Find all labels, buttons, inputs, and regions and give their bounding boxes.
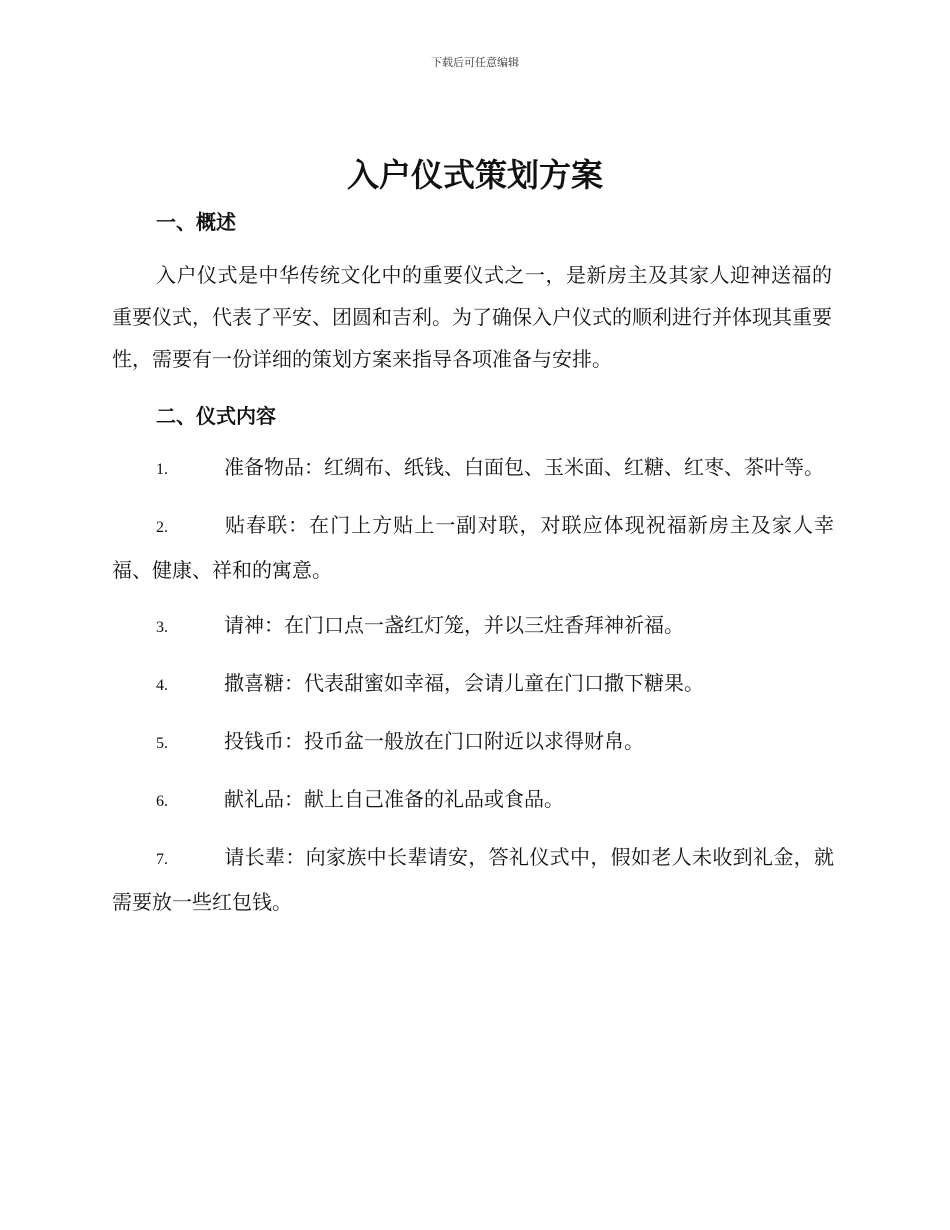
ceremony-item-list xyxy=(112,446,834,936)
list-item xyxy=(112,446,834,491)
list-item-number: 3. xyxy=(156,619,168,636)
list-item xyxy=(112,836,834,923)
list-item xyxy=(112,604,834,649)
list-item xyxy=(112,778,834,823)
list-item-text: 献礼品：献上自己准备的礼品或食品。 xyxy=(224,787,564,811)
list-item xyxy=(112,720,834,765)
list-item-number: 5. xyxy=(156,735,168,752)
list-item xyxy=(112,662,834,707)
section-heading-overview: 一、概述 xyxy=(156,210,236,234)
list-item xyxy=(112,504,834,591)
list-item-number: 4. xyxy=(156,677,168,694)
list-item-text: 贴春联：在门上方贴上一副对联，对联应体现祝福新房主及家人幸福、健康、祥和的寓意。 xyxy=(112,513,834,582)
list-item-number: 6. xyxy=(156,793,168,810)
list-item-text: 投钱币：投币盆一般放在门口附近以求得财帛。 xyxy=(224,729,644,753)
list-item-number: 1. xyxy=(156,461,168,478)
list-item-number: 7. xyxy=(156,851,168,868)
list-item-text: 撒喜糖：代表甜蜜如幸福，会请儿童在门口撒下糖果。 xyxy=(224,671,704,695)
header-note: 下载后可任意编辑 xyxy=(431,56,519,69)
document-title: 入户仪式策划方案 xyxy=(346,156,603,194)
list-item-number: 2. xyxy=(156,519,168,536)
section-heading-ceremony-content: 二、仪式内容 xyxy=(156,404,276,428)
list-item-text: 请长辈：向家族中长辈请安，答礼仪式中，假如老人未收到礼金，就需要放一些红包钱。 xyxy=(112,845,834,914)
list-item-text: 准备物品：红绸布、纸钱、白面包、玉米面、红糖、红枣、茶叶等。 xyxy=(224,455,824,479)
overview-paragraph: 入户仪式是中华传统文化中的重要仪式之一，是新房主及其家人迎神送福的重要仪式，代表了平安、团圆和吉利。为了确保入户仪式的顺利进行并体现其重要性，需要有一份详细的策划方案来指导各项准备与安排。 xyxy=(112,263,832,371)
list-item-text: 请神：在门口点一盏红灯笼，并以三炷香拜神祈福。 xyxy=(224,613,684,637)
